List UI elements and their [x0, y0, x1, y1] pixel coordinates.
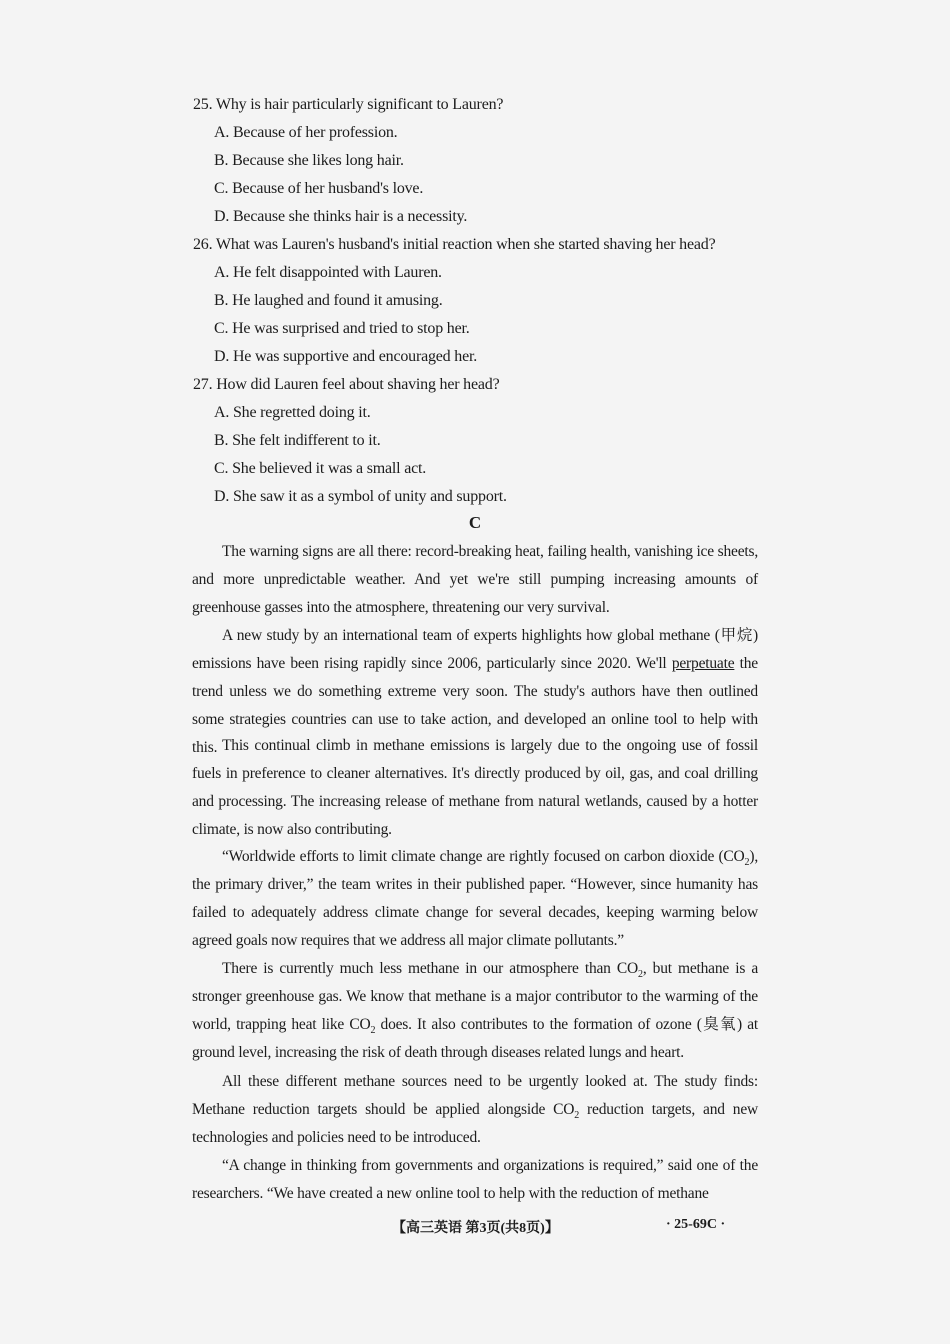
question-25-option-c: C. Because of her husband's love. — [214, 180, 424, 197]
co2-subscript: 2 — [574, 1110, 580, 1122]
footer-page-info: 【高三英语 第3页(共8页)】 — [392, 1221, 559, 1236]
question-27-option-c: C. She believed it was a small act. — [214, 460, 427, 477]
paragraph-2-text-a: A new study by an international team of experts highlights how global methane (甲烷) emissions have been rising rapidly since 2006, particularly since 2020. We'll — [192, 627, 758, 672]
question-25-option-a: A. Because of her profession. — [214, 124, 398, 141]
question-25-stem: 25. Why is hair particularly significant to Lauren? — [193, 96, 504, 113]
paragraph-6-text-a: All these different methane sources need to be urgently looked at. The study finds: Methane reduction targets should be applied alongside CO — [192, 1073, 758, 1118]
passage-paragraph-4 — [192, 843, 758, 955]
question-26-option-b: B. He laughed and found it amusing. — [214, 292, 443, 309]
question-25-option-b: B. Because she likes long hair. — [214, 152, 404, 169]
paragraph-5-text-b: , but methane is a stronger greenhouse gas. We know that methane is a major contributor to the warming of the world, trapping heat like CO — [192, 960, 758, 1033]
passage-paragraph-1: The warning signs are all there: record-breaking heat, failing health, vanishing ice sheets, and more unpredictable weather. And yet we're still pumping increasing amounts of greenhouse gasses into the atmosphere, threatening our very survival. — [192, 543, 758, 616]
co2-subscript: 2 — [638, 969, 643, 981]
passage-paragraph-3: This continual climb in methane emissions is largely due to the ongoing use of fossil fuels in preference to cleaner alternatives. It's directly produced by oil, gas, and coal drilling and processing. The increasing release of methane from natural wetlands, caused by a hotter climate, is now also contributing. — [192, 737, 758, 838]
question-27-option-a: A. She regretted doing it. — [214, 404, 371, 421]
paragraph-2-text-b: the trend unless we do something extreme very soon. The study's authors have then outlined some strategies countries can use to take action, and developed an online tool to help with this. — [192, 655, 758, 756]
underlined-word-perpetuate: perpetuate — [671, 655, 735, 672]
passage-paragraph-7: “A change in thinking from governments and organizations is required,” said one of the researchers. “We have created a new online tool to help with the reduction of methane — [192, 1157, 758, 1202]
passage-paragraph-5 — [192, 955, 758, 1067]
paragraph-5-text-c: does. It also contributes to the formation of ozone (臭氧) at ground level, increasing the risk of death through diseases related lungs and heart. — [192, 1016, 759, 1061]
paragraph-6-text-b: reduction targets, and new technologies and policies need to be introduced. — [192, 1101, 759, 1146]
paragraph-4-text-a: “Worldwide efforts to limit climate change are rightly focused on carbon dioxide (CO — [222, 848, 745, 865]
question-27-option-b: B. She felt indifferent to it. — [214, 432, 381, 449]
question-25-option-d: D. Because she thinks hair is a necessity. — [214, 208, 468, 225]
question-27-stem: 27. How did Lauren feel about shaving her head? — [193, 376, 500, 393]
passage-paragraph-6 — [192, 1068, 758, 1152]
co2-subscript: 2 — [744, 857, 750, 869]
question-26-option-c: C. He was surprised and tried to stop her. — [214, 320, 470, 337]
question-26-option-d: D. He was supportive and encouraged her. — [214, 348, 478, 365]
passage-heading: C — [468, 513, 482, 532]
question-27-option-d: D. She saw it as a symbol of unity and support. — [214, 488, 507, 505]
footer-exam-code: · 25-69C · — [666, 1217, 726, 1232]
paragraph-5-text-a: There is currently much less methane in our atmosphere than CO — [222, 960, 639, 977]
question-26-stem: 26. What was Lauren's husband's initial reaction when she started shaving her head? — [193, 236, 716, 253]
question-26-option-a: A. He felt disappointed with Lauren. — [214, 264, 442, 281]
paragraph-4-text-b: ), the primary driver,” the team writes in their published paper. “However, since humanity has failed to adequately address climate change for several decades, keeping warming below agreed goals now requires that we address all major climate pollutants.” — [192, 848, 758, 949]
co2-subscript: 2 — [370, 1025, 376, 1037]
